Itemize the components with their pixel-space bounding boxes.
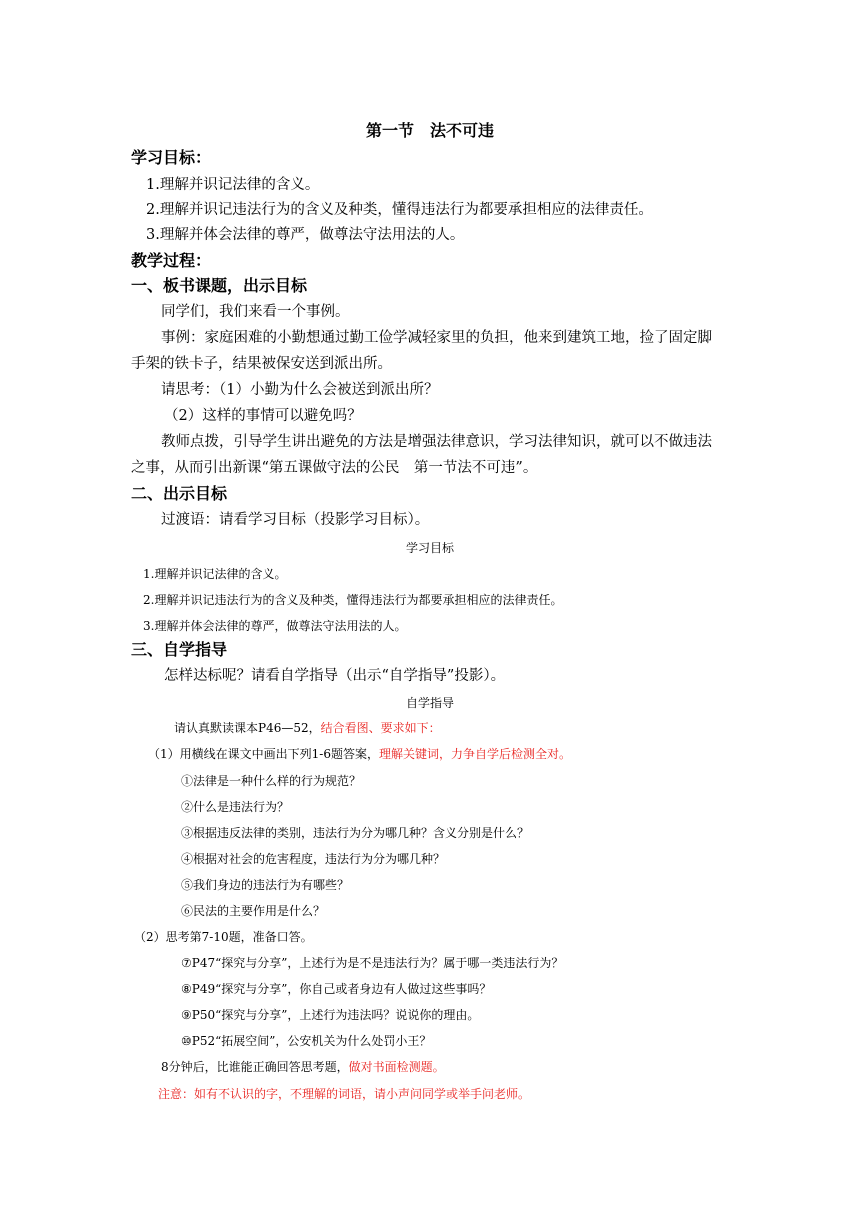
projection-item-3: 3.理解并体会法律的尊严，做尊法守法用法的人。 xyxy=(143,619,407,633)
guide-step-1 xyxy=(148,748,571,760)
section2-transition: 过渡语：请看学习目标（投影学习目标）。 xyxy=(161,512,430,528)
goal-item-3: 3.理解并体会法律的尊严，做尊法守法用法的人。 xyxy=(146,227,465,243)
section3-intro: 怎样达标呢？请看自学指导（出示“自学指导”投影）。 xyxy=(164,668,506,684)
question-1: 请思考：（1）小勤为什么会被送到派出所？ xyxy=(161,382,439,398)
teacher-line-2: 之事，从而引出新课“第五课做守法的公民 第一节法不可违”。 xyxy=(131,460,538,476)
timing-highlight: 做对书面检测题。 xyxy=(348,1060,445,1074)
guide-question-8: ⑧P49“探究与分享”，你自己或者身边有人做过这些事吗？ xyxy=(181,982,492,996)
timing-line xyxy=(161,1061,445,1073)
section1-intro: 同学们，我们来看一个事例。 xyxy=(161,304,350,320)
question-2: （2）这样的事情可以避免吗？ xyxy=(164,408,362,424)
note-line: 注意：如有不认识的字，不理解的词语，请小声问同学或举手问老师。 xyxy=(158,1087,531,1101)
guide-question-3: ③根据违反法律的类别，违法行为分为哪几种？含义分别是什么？ xyxy=(181,826,530,840)
timing-prefix: 8分钟后，比谁能正确回答思考题， xyxy=(161,1060,349,1074)
goal-item-2: 2.理解并识记违法行为的含义及种类，懂得违法行为都要承担相应的法律责任。 xyxy=(146,202,653,218)
process-heading: 教学过程： xyxy=(131,251,212,270)
guide-question-7: ⑦P47“探究与分享”，上述行为是不是违法行为？属于哪一类违法行为？ xyxy=(181,956,564,970)
guide-step-2: （2）思考第7-10题，准备口答。 xyxy=(134,930,313,944)
projection-item-2: 2.理解并识记违法行为的含义及种类，懂得违法行为都要承担相应的法律责任。 xyxy=(143,593,563,607)
section1-heading: 一、板书课题，出示目标 xyxy=(131,276,308,295)
guide-question-4: ④根据对社会的危害程度，违法行为分为哪几种？ xyxy=(181,852,446,866)
section3-heading: 三、自学指导 xyxy=(131,640,228,659)
guide-read-prefix: 请认真默读课本P46—52， xyxy=(174,721,321,735)
guide-title: 自学指导 xyxy=(405,696,454,710)
case-line-1: 事例：家庭困难的小勤想通过勤工俭学减轻家里的负担，他来到建筑工地，捡了固定脚 xyxy=(161,330,712,346)
guide-question-10: ⑩P52“拓展空间”，公安机关为什么处罚小王？ xyxy=(181,1034,432,1048)
goals-heading: 学习目标： xyxy=(131,148,212,167)
guide-question-2: ②什么是违法行为？ xyxy=(181,800,290,814)
guide-read-line xyxy=(174,722,441,734)
guide-question-9: ⑨P50“探究与分享”，上述行为违法吗？说说你的理由。 xyxy=(181,1008,480,1022)
projection-title: 学习目标 xyxy=(405,541,454,555)
guide-question-5: ⑤我们身边的违法行为有哪些？ xyxy=(181,878,350,892)
guide-question-1: ①法律是一种什么样的行为规范？ xyxy=(181,774,362,788)
guide-read-requirement: 结合看图、要求如下： xyxy=(320,721,441,735)
guide-step-1-highlight: 理解关键词，力争自学后检测全对。 xyxy=(378,747,571,761)
section2-heading: 二、出示目标 xyxy=(131,484,228,503)
page-title: 第一节 法不可违 xyxy=(365,121,494,140)
case-line-2: 手架的铁卡子，结果被保安送到派出所。 xyxy=(131,356,392,372)
goal-item-1: 1.理解并识记法律的含义。 xyxy=(146,177,320,193)
projection-item-1: 1.理解并识记法律的含义。 xyxy=(143,567,287,581)
guide-question-6: ⑥民法的主要作用是什么？ xyxy=(181,904,326,918)
guide-step-1-prefix: （1）用横线在课文中画出下列1-6题答案， xyxy=(148,747,379,761)
teacher-line-1: 教师点拨，引导学生讲出避免的方法是增强法律意识，学习法律知识，就可以不做违法 xyxy=(161,434,712,450)
